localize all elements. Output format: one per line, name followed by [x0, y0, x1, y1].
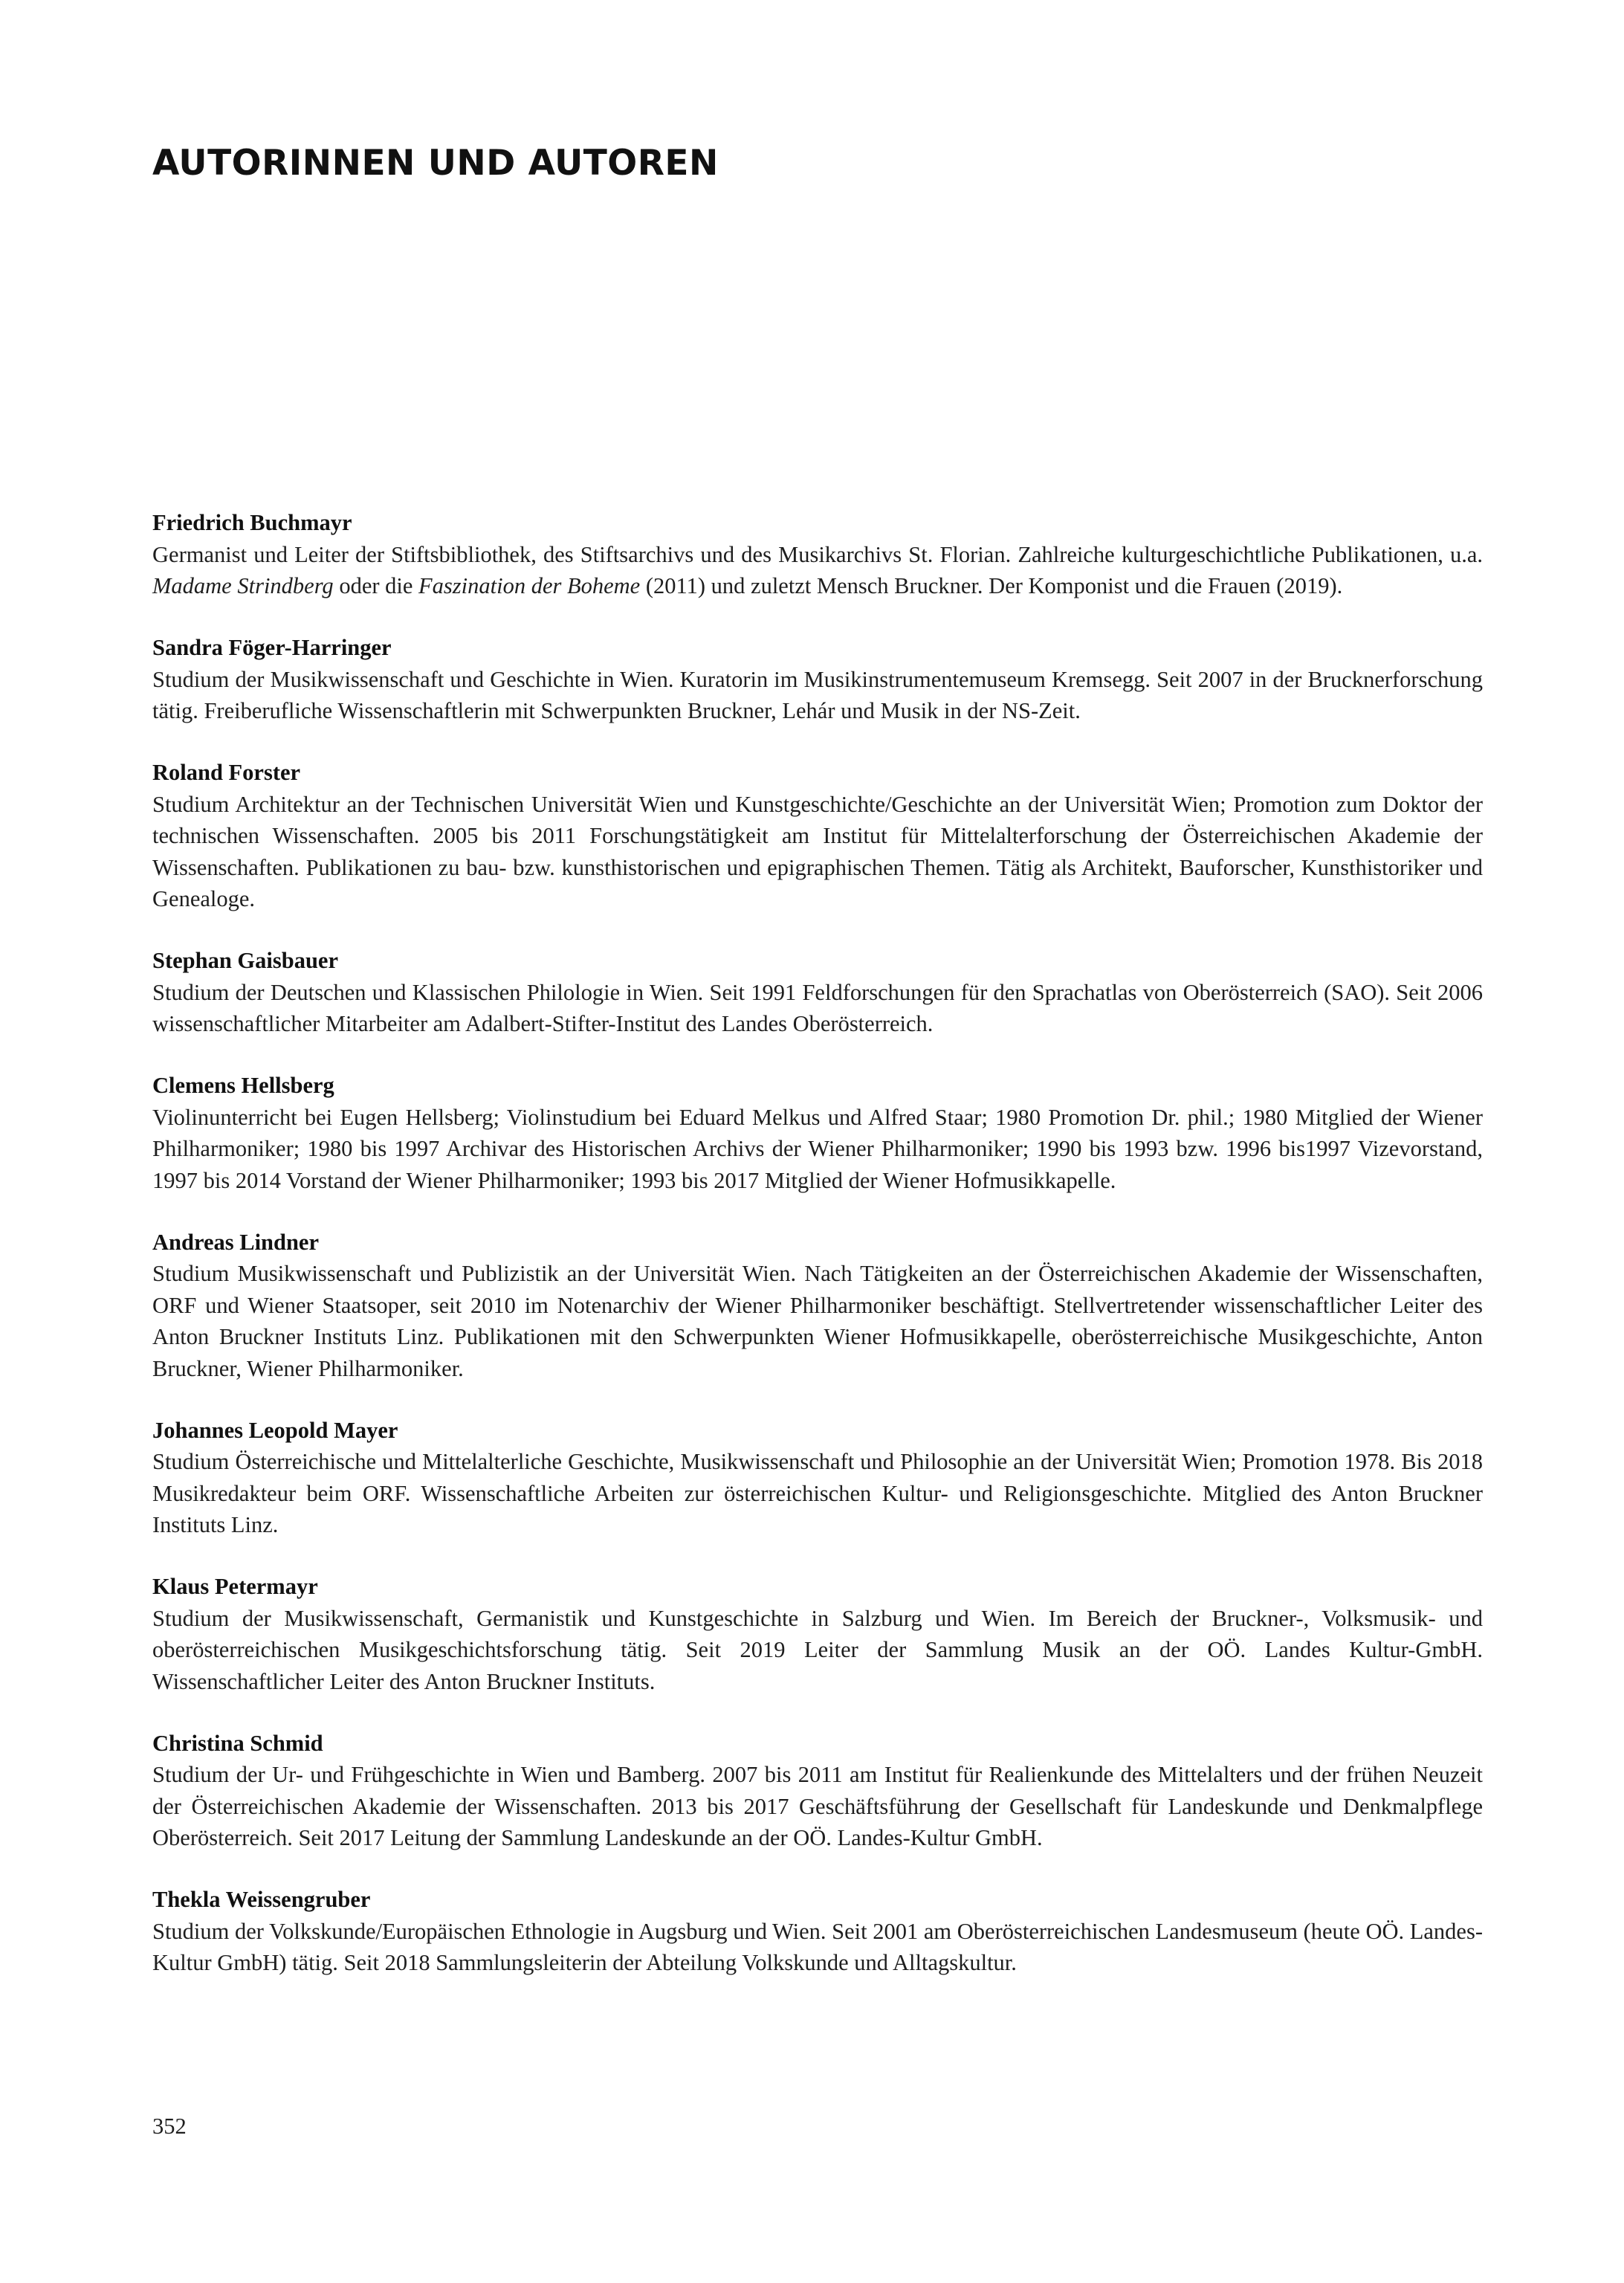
author-entry-hellsberg: [152, 1070, 1483, 1196]
author-name: Clemens Hellsberg: [152, 1073, 334, 1098]
author-bio: Studium der Ur- und Frühgeschichte in Wien und Bamberg. 2007 bis 2011 am Institut für Realienkunde des Mittelalters und der frühen Neuzeit der Österreichischen Akademie der Wissenschaften. 2013 bis 2017 Geschäftsführung der Gesellschaft für Landeskunde und Denkmalpflege Oberösterreich. Seit 2017 Leitung der Sammlung Landeskunde an der OÖ. Landes-Kultur GmbH.: [152, 1762, 1483, 1850]
author-name: Friedrich Buchmayr: [152, 510, 352, 535]
author-bio: [152, 539, 1483, 602]
author-entry-gaisbauer: [152, 945, 1483, 1040]
author-entry-buchmayr: [152, 507, 1483, 602]
author-name: Sandra Föger-Harringer: [152, 635, 392, 660]
bio-text: Germanist und Leiter der Stiftsbibliothek, des Stiftsarchivs und des Musikarchivs St. Florian. Zahlreiche kulturgeschichtliche Publikationen, u.a.: [152, 541, 1483, 567]
author-entry-lindner: [152, 1227, 1483, 1385]
author-entry-forster: [152, 757, 1483, 915]
page-title: AUTORINNEN UND AUTOREN: [152, 143, 719, 184]
author-bio: Studium der Musikwissenschaft, Germanistik und Kunstgeschichte in Salzburg und Wien. Im Bereich der Bruckner-, Volksmusik- und oberösterreichischen Musikgeschichtsforschung tätig. Seit 2019 Leiter der Sammlung Musik an der OÖ. Landes Kultur-GmbH. Wissenschaftlicher Leiter des Anton Bruckner Instituts.: [152, 1605, 1483, 1694]
author-entry-mayer: [152, 1415, 1483, 1541]
author-name: Stephan Gaisbauer: [152, 948, 338, 973]
author-name: Roland Forster: [152, 760, 301, 785]
bio-text: oder die: [333, 573, 419, 598]
author-bio: Studium der Volkskunde/Europäischen Ethnologie in Augsburg und Wien. Seit 2001 am Oberösterreichischen Landesmuseum (heute OÖ. Landes-Kultur GmbH) tätig. Seit 2018 Sammlungsleiterin der Abteilung Volkskunde und Alltagskultur.: [152, 1918, 1483, 1975]
author-entry-schmid: [152, 1728, 1483, 1854]
author-bio: Studium Architektur an der Technischen Universität Wien und Kunstgeschichte/Geschichte an der Universität Wien; Promotion zum Doktor der technischen Wissenschaften. 2005 bis 2011 Forschungstätigkeit am Institut für Mittelalterforschung der Österreichischen Akademie der Wissenschaften. Publikationen zu bau- bzw. kunsthistorischen und epigraphischen Themen. Tätig als Architekt, Bauforscher, Kunsthistoriker und Genealoge.: [152, 791, 1483, 911]
author-entry-foeger-harringer: [152, 632, 1483, 727]
author-bio: Studium Österreichische und Mittelalterliche Geschichte, Musikwissenschaft und Philosophie an der Universität Wien; Promotion 1978. Bis 2018 Musikredakteur beim ORF. Wissenschaftliche Arbeiten zur österreichischen Kultur- und Religionsgeschichte. Mitglied des Anton Bruckner Instituts Linz.: [152, 1449, 1483, 1537]
author-entry-petermayr: [152, 1571, 1483, 1697]
author-bio: Studium der Musikwissenschaft und Geschichte in Wien. Kuratorin im Musikinstrumentemuseum Kremsegg. Seit 2007 in der Brucknerforschung tätig. Freiberufliche Wissenschaftlerin mit Schwerpunkten Bruckner, Lehár und Musik in der NS-Zeit.: [152, 666, 1483, 723]
book-title: Faszination der Boheme: [418, 573, 641, 598]
author-list: [152, 507, 1483, 2009]
author-name: Thekla Weissengruber: [152, 1887, 371, 1912]
author-name: Andreas Lindner: [152, 1229, 319, 1255]
author-entry-weissengruber: [152, 1884, 1483, 1979]
bio-text: (2011) und zuletzt Mensch Bruckner. Der Komponist und die Frauen (2019).: [640, 573, 1343, 598]
book-title: Madame Strindberg: [152, 573, 334, 598]
author-bio: Studium der Deutschen und Klassischen Philologie in Wien. Seit 1991 Feldforschungen für den Sprachatlas von Oberösterreich (SAO). Seit 2006 wissenschaftlicher Mitarbeiter am Adalbert-Stifter-Institut des Landes Oberösterreich.: [152, 979, 1483, 1036]
author-name: Johannes Leopold Mayer: [152, 1417, 398, 1443]
author-name: Christina Schmid: [152, 1730, 323, 1756]
author-bio: Studium Musikwissenschaft und Publizistik an der Universität Wien. Nach Tätigkeiten an der Österreichischen Akademie der Wissenschaften, ORF und Wiener Staatsoper, seit 2010 im Notenarchiv der Wiener Philharmoniker beschäftigt. Stellvertretender wissenschaftlicher Leiter des Anton Bruckner Instituts Linz. Publikationen mit den Schwerpunkten Wiener Hofmusikkapelle, oberösterreichische Musikgeschichte, Anton Bruckner, Wiener Philharmoniker.: [152, 1261, 1483, 1381]
author-name: Klaus Petermayr: [152, 1574, 318, 1599]
author-bio: Violinunterricht bei Eugen Hellsberg; Violinstudium bei Eduard Melkus und Alfred Staar; 1980 Promotion Dr. phil.; 1980 Mitglied der Wiener Philharmoniker; 1980 bis 1997 Archivar des Historischen Archivs der Wiener Philharmoniker; 1990 bis 1993 bzw. 1996 bis1997 Vizevorstand, 1997 bis 2014 Vorstand der Wiener Philharmoniker; 1993 bis 2017 Mitglied der Wiener Hofmusikkapelle.: [152, 1104, 1483, 1193]
page-number: 352: [152, 2114, 187, 2139]
